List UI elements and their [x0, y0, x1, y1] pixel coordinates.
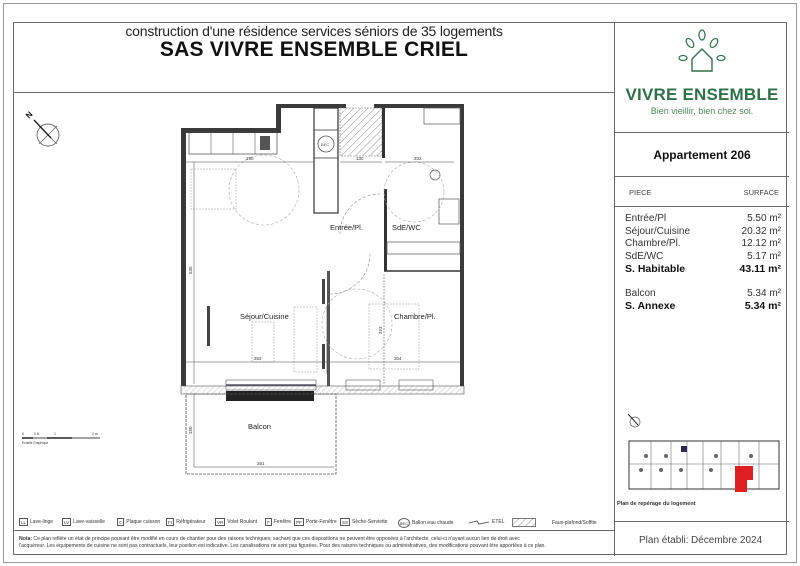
brand-tagline: Bien vieillir, bien chez soi.: [650, 106, 754, 116]
col-header-surface: SURFACE: [743, 188, 779, 197]
locator-caption: Plan de repérage du logement: [617, 501, 696, 507]
surface-row: Séjour/Cuisine 20.32 m²: [625, 225, 781, 237]
room-label-balcon: Balcon: [248, 422, 271, 431]
col-header-room: PIECE: [629, 188, 652, 197]
svg-text:361: 361: [257, 461, 265, 466]
building-locator-map: [621, 408, 783, 498]
plan-date: [615, 521, 789, 556]
scale-bar: [22, 432, 100, 445]
floor-plan-drawing: [14, 94, 614, 514]
surface-row: SdE/WC 5.17 m²: [625, 250, 781, 262]
legend-item-lv: LV Lave-vaisselle: [64, 519, 105, 525]
surface-table-header: [615, 177, 789, 207]
svg-text:304: 304: [394, 356, 402, 361]
plan-date-label: Plan établi:: [639, 535, 689, 546]
surface-table: [615, 213, 789, 313]
floor-plan: [14, 94, 614, 514]
vivre-ensemble-logo-icon: [672, 29, 732, 79]
svg-text:150: 150: [188, 426, 193, 434]
room-label-entree: Entrée/Pl.: [330, 223, 363, 232]
north-arrow-icon: [24, 110, 59, 146]
etel-symbol-icon: [468, 518, 490, 526]
project-subtitle: construction d'une résidence services séniors de 35 logements: [125, 23, 503, 39]
svg-text:290: 290: [246, 156, 254, 161]
svg-text:N: N: [24, 109, 35, 121]
room-label-chambre: Chambre/Pl.: [394, 312, 436, 321]
legend: [14, 511, 614, 531]
surface-row: Chambre/Pl. 12.12 m²: [625, 238, 781, 249]
legend-item-etel: ETEL: [468, 518, 505, 526]
svg-text:130: 130: [356, 156, 364, 161]
apartment-label: Appartement 206: [615, 133, 789, 177]
room-label-sejour: Séjour/Cuisine: [240, 312, 289, 321]
legend-item-ss: SS Sèche-Serviette: [342, 519, 388, 525]
legend-item-pf: PF Porte-Fenêtre: [296, 519, 337, 525]
legend-item-faux-plafond: Faux-plafond/Soffite: [512, 518, 597, 527]
legend-item-bec: BEC Ballon eau chaude: [399, 520, 454, 526]
svg-text:530: 530: [188, 266, 193, 274]
legend-item-fr: Fr Réfrigérateur: [168, 519, 206, 525]
svg-text:353: 353: [254, 356, 262, 361]
svg-text:323: 323: [378, 326, 383, 334]
brand-name: VIVRE ENSEMBLE: [625, 85, 779, 104]
disclaimer-note: Nota: Ce plan reflète un état de principe pouvant être modifié en cours de chantier pour des raisons techniques; sachant que ces dispositions ne peuvent être opposées à l'architecte, celui-ci n'ayant aucun lien de droit avec l'acquéreur. Les équipements de cuisine ne sont pas contractuels, leur position est indicative. Les canalisations ne sont pas figurées. Pour des raisons techniques ou administratives, des modifications pouvant être apportées à ce plan.: [19, 536, 546, 549]
svg-text:1: 1: [54, 432, 56, 436]
north-arrow-icon: [628, 414, 640, 427]
title-block: [14, 23, 614, 93]
surface-row-annex-total: S. Annexe 5.34 m²: [625, 300, 781, 312]
project-title: SAS VIVRE ENSEMBLE CRIEL: [159, 38, 469, 61]
surface-row: Balcon 5.34 m²: [625, 287, 781, 299]
svg-text:0: 0: [22, 432, 24, 436]
legend-item-vr: VR Volet Roulant: [217, 519, 258, 525]
svg-text:202: 202: [414, 156, 422, 161]
surface-row-habitable-total: S. Habitable 43.11 m²: [625, 263, 781, 275]
room-label-sde: SdE/WC: [392, 223, 421, 232]
legend-item-f: F Fenêtre: [267, 519, 291, 525]
brand-block: [615, 23, 789, 133]
plan-date-value: Décembre 2024: [691, 535, 763, 546]
hatch-symbol-icon: [512, 518, 536, 527]
svg-text:Echelle Graphique: Echelle Graphique: [22, 441, 49, 445]
legend-item-ll: LL Lave-linge: [21, 519, 54, 525]
plan-sheet: [13, 22, 787, 555]
svg-text:0.5: 0.5: [34, 432, 39, 436]
info-panel: [614, 23, 788, 556]
apartment-highlight: [735, 466, 747, 492]
svg-text:2 m: 2 m: [92, 432, 98, 436]
surface-row: Entrée/Pl 5.50 m²: [625, 213, 781, 224]
legend-item-c: C Plaque cuisson: [119, 519, 161, 525]
water-heater-icon: BEC: [398, 518, 410, 528]
svg-text:BEC: BEC: [321, 142, 330, 147]
